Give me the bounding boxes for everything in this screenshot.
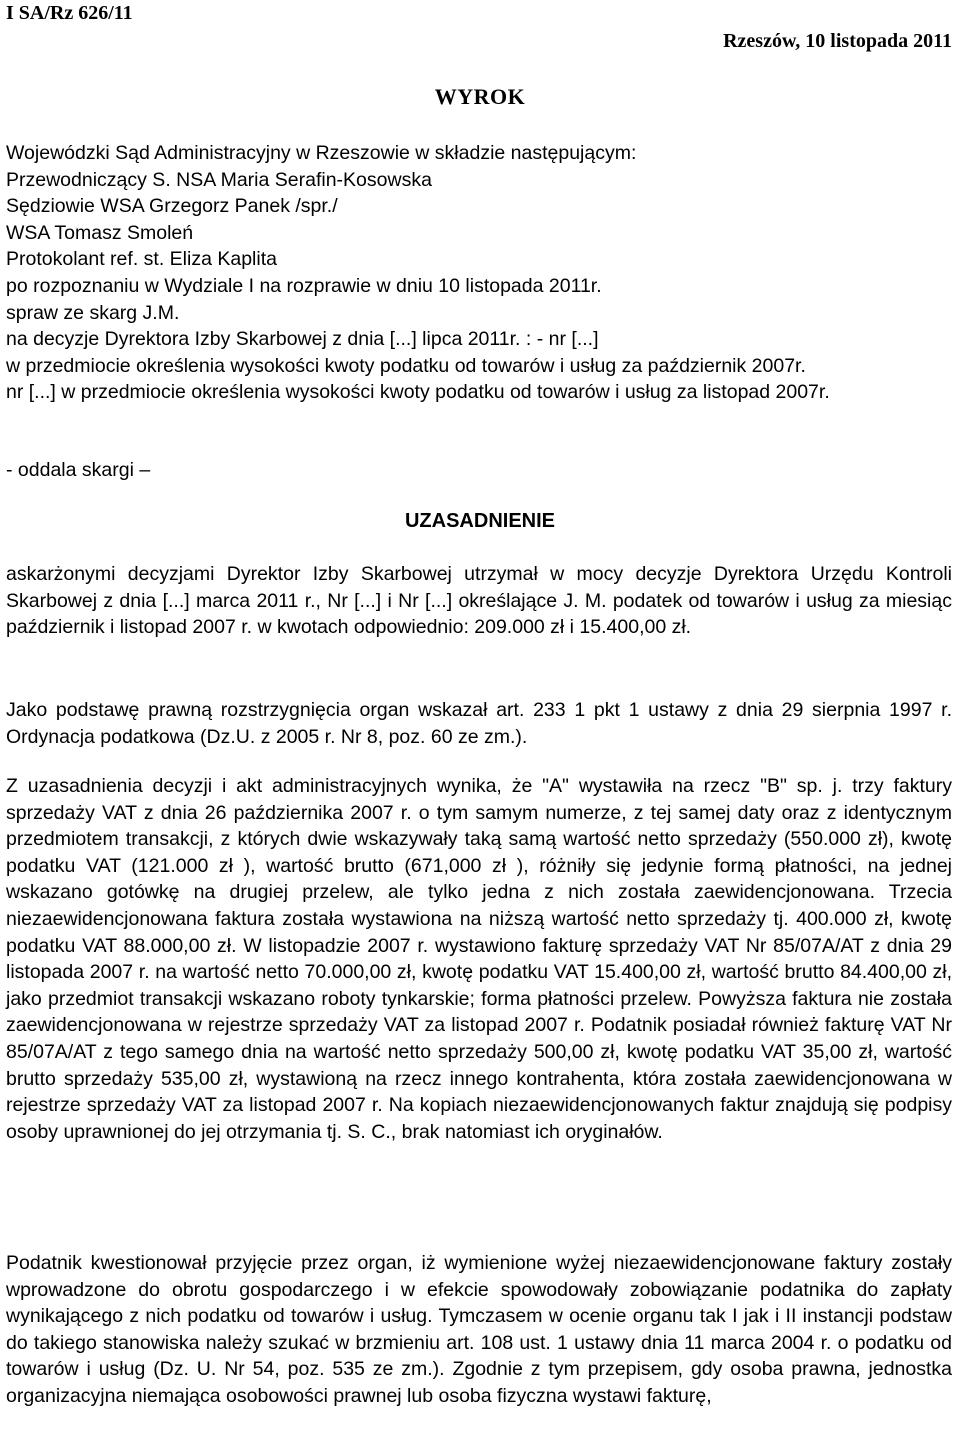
reasons-title: UZASADNIENIE	[404, 510, 555, 532]
presiding-judge-line: Przewodniczący S. NSA Maria Serafin-Kosowska	[6, 168, 432, 191]
ruling-dismissal: - oddala skargi –	[6, 459, 151, 481]
judges-line: Sędziowie WSA Grzegorz Panek /spr./	[6, 195, 338, 218]
hearing-line: po rozpoznaniu w Wydziale I na rozprawie w dniu 10 listopada 2011r.	[6, 274, 602, 297]
reasons-paragraph-2: Jako podstawę prawną rozstrzygnięcia organ wskazał art. 233 1 pkt 1 ustawy z dnia 29 sierpnia 1997 r. Ordynacja podatkowa (Dz.U. z 2005 r. Nr 8, poz. 60 ze zm.).	[6, 699, 952, 748]
reasons-paragraph-3: Z uzasadnienia decyzji i akt administracyjnych wynika, że "A" wystawiła na rzecz "B" sp. j. trzy faktury sprzedaży VAT z dnia 26 października 2007 r. o tym samym numerze, z tej samej daty oraz z identycznym przedmiotem transakcji, z których dwie wskazywały taką samą wartość netto sprzedaży (550.000 zł), kwotę podatku VAT (121.000 zł ), wartość brutto (671,000 zł ), różniły się jedynie formą płatności, na jednej wskazano gotówkę na drugiej przelew, ale tylko jedna z nich została zaewidencjonowana. Trzecia niezaewidencjonowana faktura została wystawiona na niższą wartość netto sprzedaży tj. 400.000 zł, kwotę podatku VAT 88.000,00 zł. W listopadzie 2007 r. wystawiono fakturę sprzedaży VAT Nr 85/07A/AT z dnia 29 listopada 2007 r. na wartość netto 70.000,00 zł, kwotę podatku VAT 15.400,00 zł, wartość brutto 84.400,00 zł, jako przedmiot transakcji wskazano roboty tynkarskie; forma płatności przelew. Powyższa faktura nie została zaewidencjonowana w rejestrze sprzedaży VAT za listopad 2007 r. Podatnik posiadał również fakturę VAT Nr 85/07A/AT z tego samego dnia na wartość netto sprzedaży 500,00 zł, kwotę podatku VAT 35,00 zł, wartość brutto sprzedaży 535,00 zł, wystawioną na rzecz innego kontrahenta, która została zaewidencjonowana w rejestrze sprzedaży VAT za listopad 2007 r. Na kopiach niezaewidencjonowanych faktur znajdują się podpisy osoby uprawnionej do jej otrzymania tj. S. C., brak natomiast ich oryginałów.	[6, 775, 952, 1143]
verdict-title: WYROK	[434, 84, 526, 109]
court-line: Wojewódzki Sąd Administracyjny w Rzeszowie w składzie następującym:	[6, 142, 637, 164]
reasons-paragraph-1: askarżonymi decyzjami Dyrektor Izby Skarbowej utrzymał w mocy decyzje Dyrektora Urzędu Kontroli Skarbowej z dnia [...] marca 2011 r., Nr [...] i Nr [...] określające J. M. podatek od towarów i usług za miesiąc październik i listopad 2007 r. w kwotach odpowiednio: 209.000 zł i 15.400,00 zł.	[6, 563, 952, 639]
court-composition	[6, 140, 952, 406]
reasons-paragraph-4: Podatnik kwestionował przyjęcie przez organ, iż wymienione wyżej niezaewidencjonowane faktury zostały wprowadzone do obrotu gospodarczego i w efekcie spowodowały zobowiązanie podatnika do zapłaty wynikającego z nich podatku od towarów i usług. Tymczasem w ocenie organu tak I jak i II instancji podstaw do takiego stanowiska należy szukać w brzmieniu art. 108 ust. 1 ustawy dnia 11 marca 2004 r. o podatku od towarów i usług (Dz. U. Nr 54, poz. 535 ze zm.). Zgodnie z tym przepisem, gdy osoba prawna, jednostka organizacyjna niemająca osobowości prawnej lub osoba fizyczna wystawi fakturę,	[6, 1252, 952, 1407]
case-number: I SA/Rz 626/11	[6, 2, 133, 24]
decision-line: na decyzje Dyrektora Izby Skarbowej z dnia [...] lipca 2011r. : - nr [...]	[6, 328, 599, 351]
complaint-line: spraw ze skarg J.M.	[6, 301, 180, 324]
clerk-line: Protokolant ref. st. Eliza Kaplita	[6, 248, 277, 271]
subject-line-2: nr [...] w przedmiocie określenia wysokości kwoty podatku od towarów i usług za listopad 2007r.	[6, 381, 830, 404]
judge-line: WSA Tomasz Smoleń	[6, 221, 194, 244]
place-date: Rzeszów, 10 listopada 2011	[723, 30, 952, 52]
subject-line-1: w przedmiocie określenia wysokości kwoty podatku od towarów i usług za październik 2007r.	[6, 354, 806, 377]
